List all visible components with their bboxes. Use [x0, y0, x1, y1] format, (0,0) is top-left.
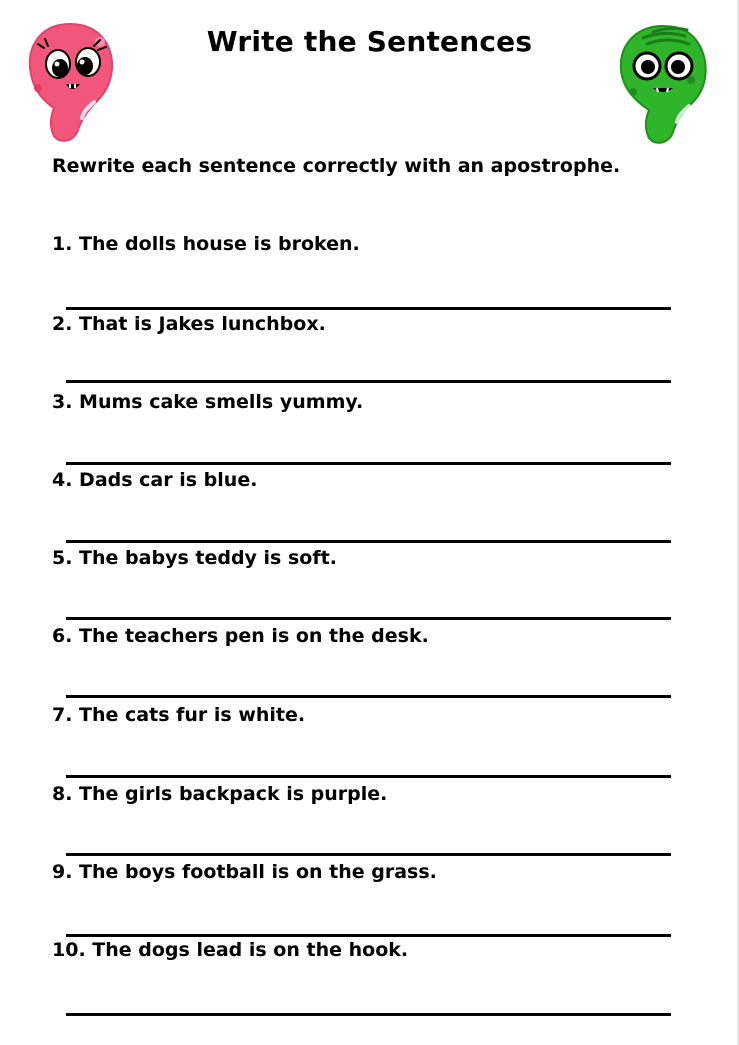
question-6: 6. The teachers pen is on the desk. — [52, 625, 429, 647]
green-monster-icon — [613, 18, 713, 148]
question-4: 4. Dads car is blue. — [52, 469, 258, 491]
answer-line-7[interactable] — [66, 775, 671, 778]
instruction-text: Rewrite each sentence correctly with an apostrophe. — [52, 155, 621, 177]
answer-line-8[interactable] — [66, 853, 671, 856]
question-5: 5. The babys teddy is soft. — [52, 547, 337, 569]
answer-line-5[interactable] — [66, 617, 671, 620]
question-3: 3. Mums cake smells yummy. — [52, 391, 364, 413]
answer-line-2[interactable] — [66, 380, 671, 383]
answer-line-3[interactable] — [66, 462, 671, 465]
question-8: 8. The girls backpack is purple. — [52, 783, 388, 805]
question-1: 1. The dolls house is broken. — [52, 233, 360, 255]
answer-line-4[interactable] — [66, 540, 671, 543]
question-9: 9. The boys football is on the grass. — [52, 861, 437, 883]
question-2: 2. That is Jakes lunchbox. — [52, 313, 326, 335]
answer-line-6[interactable] — [66, 695, 671, 698]
page-title: Write the Sentences — [206, 25, 533, 58]
question-7: 7. The cats fur is white. — [52, 704, 306, 726]
answer-line-10[interactable] — [66, 1013, 671, 1016]
question-10: 10. The dogs lead is on the hook. — [52, 939, 409, 961]
answer-line-1[interactable] — [66, 307, 671, 310]
